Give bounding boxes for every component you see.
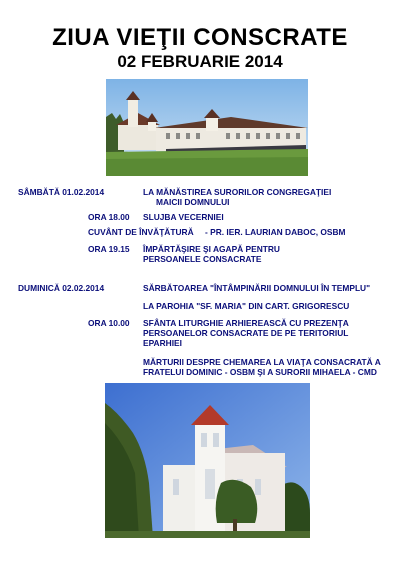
day2-location: LA PAROHIA "SF. MARIA" DIN CART. GRIGORESCU: [143, 301, 350, 311]
day2-testimony-line2: FRATELUI DOMINIC - OSBM ŞI A SURORII MIHAELA - CMD: [143, 367, 377, 377]
day2-testimony-line1: MĂRTURII DESPRE CHEMAREA LA VIAŢA CONSACRATĂ A: [143, 357, 381, 367]
day1-item2-time: CUVÂNT DE ÎNVĂŢĂTURĂ: [88, 227, 194, 237]
monastery-illustration: [106, 79, 308, 176]
day1-location-line1: LA MĂNĂSTIREA SURORILOR CONGREGAŢIEI: [143, 187, 332, 197]
page-title: ZIUA VIEŢII CONSCRATE: [52, 24, 348, 51]
day2-item1-text: SFÂNTA LITURGHIE ARHIEREASCĂ CU PREZENŢA: [143, 318, 349, 328]
church-photo: [105, 383, 310, 538]
day1-item1-text: SLUJBA VECERNIEI: [143, 212, 224, 222]
day1-date: SÂMBĂTĂ 01.02.2014: [18, 187, 105, 197]
day2-item1-time: ORA 10.00: [88, 318, 130, 328]
day1-item3-time: ORA 19.15: [88, 244, 130, 254]
day2-date: DUMINICĂ 02.02.2014: [18, 283, 105, 293]
day1-item3-text2: PERSOANELE CONSACRATE: [143, 254, 262, 264]
day1-item3-text: ÎMPĂRTĂŞIRE ŞI AGAPĂ PENTRU: [143, 244, 280, 254]
church-illustration: [105, 383, 310, 538]
day1-location-line2: MAICII DOMNULUI: [156, 197, 230, 207]
day2-item1-text2: PERSOANELOR CONSACRATE DE PE TERITORIUL: [143, 328, 349, 338]
page-date: 02 FEBRUARIE 2014: [117, 52, 283, 71]
day2-event: SĂRBĂTOAREA "ÎNTÂMPINĂRII DOMNULUI ÎN TEMPLU": [143, 283, 371, 293]
monastery-photo: [106, 79, 308, 176]
day1-item1-time: ORA 18.00: [88, 212, 130, 222]
day1-item2-text: - PR. IER. LAURIAN DABOC, OSBM: [205, 227, 346, 237]
day2-item1-text3: EPARHIEI: [143, 338, 182, 348]
